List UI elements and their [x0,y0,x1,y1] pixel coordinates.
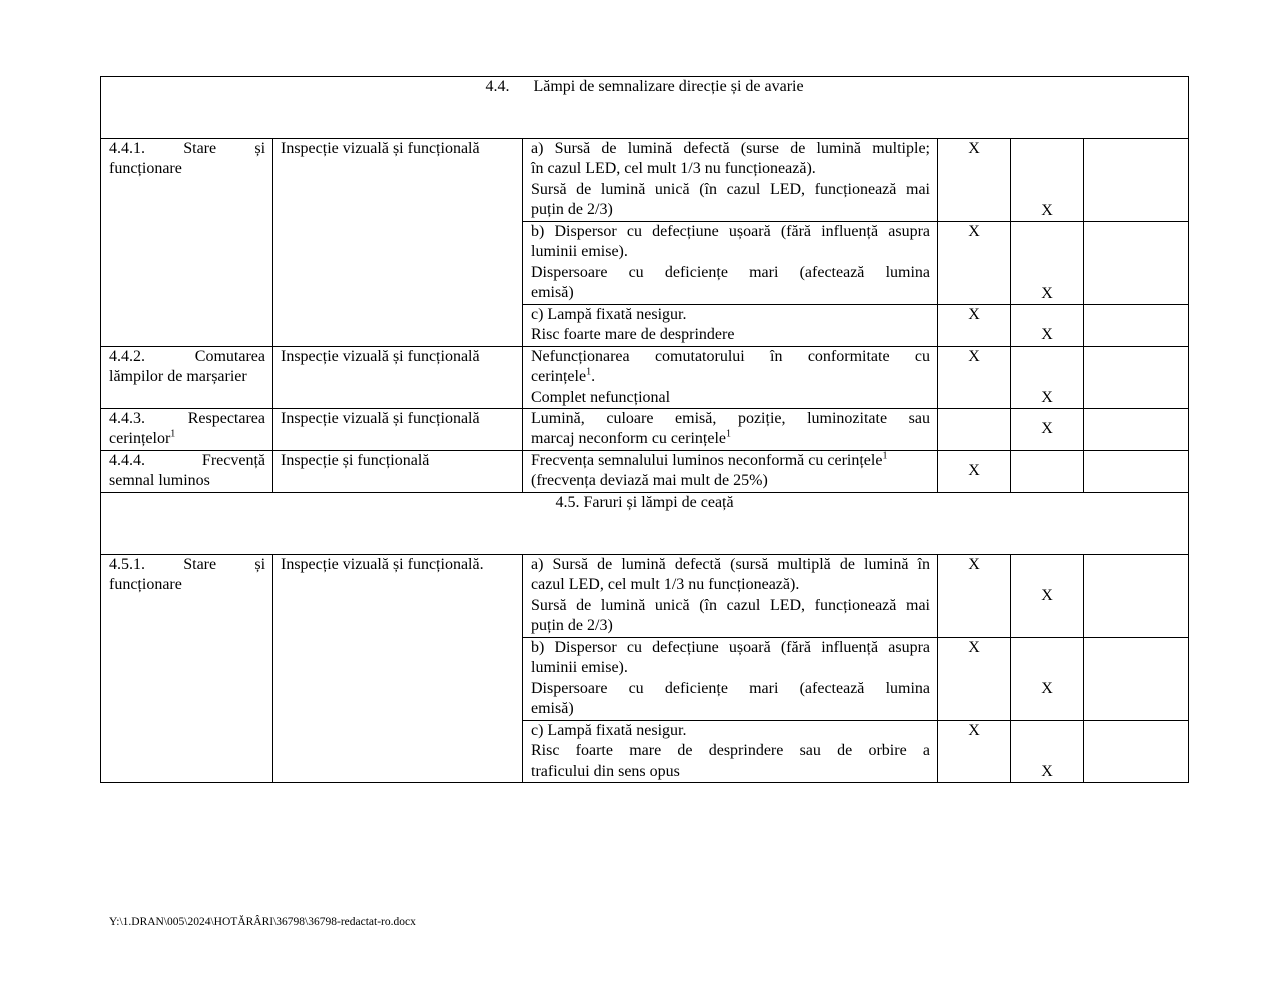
dangerous-mark [1084,451,1189,493]
table-row [101,139,1189,222]
section-header-row [101,493,1189,555]
dangerous-mark [1084,638,1189,721]
document-path-footer: Y:\1.DRAN\005\2024\HOTĂRÂRI\36798\36798-redactat-ro.docx [109,916,416,928]
minor-mark: X [938,451,1011,493]
table-row [101,451,1189,493]
table-row [101,555,1189,638]
method-cell: Inspecție și funcțională [273,451,523,493]
defect-cell: c) Lampă fixată nesigur. Risc foarte mare de desprindere [523,305,938,347]
defect-cell: a) Sursă de lumină defectă (surse de lumină multiple; în cazul LED, cel mult 1/3 nu funcționează). Sursă de lumină unică (în cazul LED, funcționează mai puțin de 2/3) [523,139,938,222]
method-cell: Inspecție vizuală și funcțională [273,139,523,347]
section-title: Faruri și lămpi de ceață [583,494,734,512]
section-heading-4-4 [101,77,1189,139]
table-row [101,409,1189,451]
section-title: Lămpi de semnalizare direcție și de avarie [533,78,804,95]
dangerous-mark [1084,139,1189,222]
method-cell: Inspecție vizuală și funcțională [273,409,523,451]
dangerous-mark [1084,305,1189,347]
section-number: 4.5. [555,494,580,512]
section-number: 4.4. [485,78,510,95]
item-cell-4-4-3: 4.4.3. Respectarea cerințelor$^1$ [101,409,273,451]
section-heading-4-5 [101,493,1189,555]
major-mark: X [1011,222,1084,305]
major-mark: X [1011,721,1084,783]
major-mark: X [1011,409,1084,451]
defect-cell: Nefuncționarea comutatorului în conformitate cu cerințele$^1$. Complet nefuncțional [523,346,938,408]
method-cell: Inspecție vizuală și funcțională [273,346,523,408]
dangerous-mark [1084,346,1189,408]
section-header-row [101,77,1189,139]
defect-cell: b) Dispersor cu defecțiune ușoară (fără influență asupra luminii emise). Dispersoare cu deficiențe mari (afectează lumina emisă) [523,222,938,305]
minor-mark: X [938,555,1011,638]
major-mark [1011,451,1084,493]
major-mark: X [1011,555,1084,638]
dangerous-mark [1084,222,1189,305]
major-mark: X [1011,139,1084,222]
minor-mark: X [938,638,1011,721]
item-cell-4-4-4: 4.4.4. Frecvență semnal luminos [101,451,273,493]
item-cell-4-5-1: 4.5.1. Stare și funcționare [101,555,273,783]
minor-mark: X [938,721,1011,783]
minor-mark: X [938,346,1011,408]
defect-cell: c) Lampă fixată nesigur. Risc foarte mare de desprindere sau de orbire a traficului din sens opus [523,721,938,783]
item-cell-4-4-2: 4.4.2. Comutarea lămpilor de marșarier [101,346,273,408]
minor-mark [938,409,1011,451]
minor-mark: X [938,139,1011,222]
minor-mark: X [938,222,1011,305]
major-mark: X [1011,638,1084,721]
defect-cell: a) Sursă de lumină defectă (sursă multiplă de lumină în cazul LED, cel mult 1/3 nu funcționează). Sursă de lumină unică (în cazul LED, funcționează mai puțin de 2/3) [523,555,938,638]
defect-cell: Lumină, culoare emisă, poziție, luminozitate sau marcaj neconform cu cerințele$^1$ [523,409,938,451]
dangerous-mark [1084,409,1189,451]
table-row [101,346,1189,408]
dangerous-mark [1084,721,1189,783]
major-mark: X [1011,305,1084,347]
dangerous-mark [1084,555,1189,638]
defect-cell: b) Dispersor cu defecțiune ușoară (fără influență asupra luminii emise). Dispersoare cu deficiențe mari (afectează lumina emisă) [523,638,938,721]
major-mark: X [1011,346,1084,408]
defect-cell: Frecvența semnalului luminos neconformă cu cerințele$^1$ (frecvența deviază mai mult de 25%) [523,451,938,493]
inspection-table [100,76,1189,783]
minor-mark: X [938,305,1011,347]
item-cell-4-4-1: 4.4.1. Stare și funcționare [101,139,273,347]
method-cell: Inspecție vizuală și funcțională. [273,555,523,783]
